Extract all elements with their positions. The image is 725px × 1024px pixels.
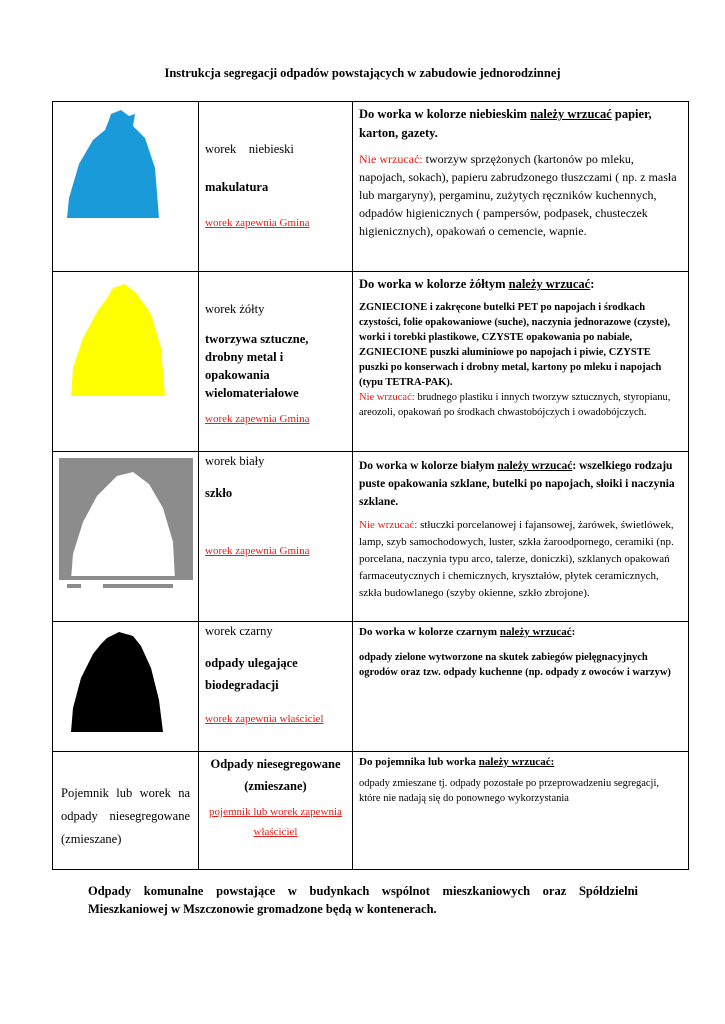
table-row: [53, 752, 689, 870]
description-heading: Do worka w kolorze żółtym należy wrzucać:: [359, 277, 595, 291]
description-heading: Do worka w kolorze niebieskim należy wrzucać papier, karton, gazety.: [359, 107, 652, 140]
bag-info-cell: [199, 272, 353, 452]
bag-kind: worek biały: [205, 454, 265, 468]
footer-note: Odpady komunalne powstające w budynkach wspólnot mieszkaniowych oraz Spółdzielni Mieszkaniowej w Mszczonowie gromadzone będą w kontenerach.: [88, 884, 638, 916]
description-heading: Do worka w kolorze czarnym należy wrzucać:: [359, 626, 576, 638]
bag-image-cell: [53, 622, 199, 752]
mixed-text: odpady zmieszane tj. odpady pozostałe po przeprowadzeniu segregacji, które nie nadają się do ponownego wykorzystania: [359, 778, 660, 804]
description-heading: Do worka w kolorze białym należy wrzucać: wszelkiego rodzaju puste opakowania szklane, butelki po napojach, słoiki i naczynia szklane.: [359, 460, 675, 508]
bag-kind: worek żółty: [205, 302, 265, 316]
bag-description-cell: [353, 452, 689, 622]
bag-image-cell: [53, 102, 199, 272]
mixed-category: Odpady niesegregowane: [210, 757, 341, 771]
bag-provider: worek zapewnia Gmina: [205, 413, 310, 425]
exclusions-text: Nie wrzucać: tworzyw sprzężonych (kartonów po mleku, napojach, sokach), papieru zabrudzonego tłuszczami ( np. z masła lub margaryny), pergaminu, zużytych ręczników kuchennych, odpadów higienicznych ( pampersów, podpasek, chusteczek higienicznych), opakowań o cemencie, wapnie.: [359, 152, 677, 238]
mixed-info-cell: [199, 752, 353, 870]
exclusions-text: Nie wrzucać: stłuczki porcelanowej i fajansowej, żarówek, świetlówek, lamp, szyb samochodowych, luster, szkła żaroodpornego, ceramiki (np. porcelana, naczynia typu arco, talerze, doniczki), szklanych opakowań farmaceutycznych i chemicznych, kryształów, płytek ceramicznych, szkła budowlanego (szyby okienne, szkło zbrojone).: [359, 519, 674, 599]
inclusions-text: ZGNIECIONE i zakręcone butelki PET po napojach i środkach czystości, folie opakowaniowe (suche), naczynia jednorazowe (czyste), worki i torebki plastikowe, CZYSTE opakowania po nabiale, ZGNIECIONE puszki aluminiowe po napojach i piwie, CZYSTE puszki po konserwach i drobny metal, kartony po mleku i napojach (typu TETRA-PAK).: [359, 302, 671, 388]
container-label: Pojemnik lub worek na odpady niesegregowane (zmieszane): [61, 786, 190, 846]
bag-info-cell: [199, 452, 353, 622]
bag-category: odpady ulegające biodegradacji: [205, 656, 298, 692]
page-title: Instrukcja segregacji odpadów powstających w zabudowie jednorodzinnej: [164, 66, 561, 80]
mixed-description-cell: [353, 752, 689, 870]
table-row: [53, 272, 689, 452]
yellow-bag-icon: [59, 278, 179, 408]
black-bag-icon: [59, 628, 179, 738]
bag-category: tworzywa sztuczne, drobny metal i opakowania wielomateriałowe: [205, 332, 309, 400]
mixed-provider: pojemnik lub worek zapewnia właściciel: [209, 806, 342, 838]
mixed-category-sub: (zmieszane): [244, 779, 307, 793]
bag-description-cell: [353, 622, 689, 752]
bag-provider: worek zapewnia właściciel: [205, 713, 324, 725]
blue-bag-icon: [59, 108, 179, 228]
bag-kind: worek niebieski: [205, 142, 294, 156]
inclusions-text: odpady zielone wytworzone na skutek zabiegów pielęgnacyjnych ogrodów oraz tzw. odpady kuchenne (np. odpady z owoców i warzyw): [359, 652, 671, 678]
bag-description-cell: [353, 102, 689, 272]
bag-provider: worek zapewnia Gmina: [205, 545, 310, 557]
white-bag-icon: [59, 458, 193, 592]
table-row: [53, 622, 689, 752]
bag-category: szkło: [205, 486, 233, 500]
table-row: [53, 452, 689, 622]
bag-image-cell: [53, 452, 199, 622]
bag-info-cell: [199, 622, 353, 752]
container-cell: [53, 752, 199, 870]
bag-category: makulatura: [205, 180, 269, 194]
table-row: [53, 102, 689, 272]
bag-kind: worek czarny: [205, 624, 273, 638]
exclusions-text: Nie wrzucać: brudnego plastiku i innych tworzyw sztucznych, styropianu, areozoli, opakowań po środkach chwastobójczych i owadobójczych.: [359, 392, 671, 418]
description-heading: Do pojemnika lub worka należy wrzucać:: [359, 756, 555, 768]
bag-info-cell: [199, 102, 353, 272]
bag-provider: worek zapewnia Gmina: [205, 217, 310, 229]
bag-image-cell: [53, 272, 199, 452]
segregation-table: [52, 101, 689, 870]
bag-description-cell: [353, 272, 689, 452]
